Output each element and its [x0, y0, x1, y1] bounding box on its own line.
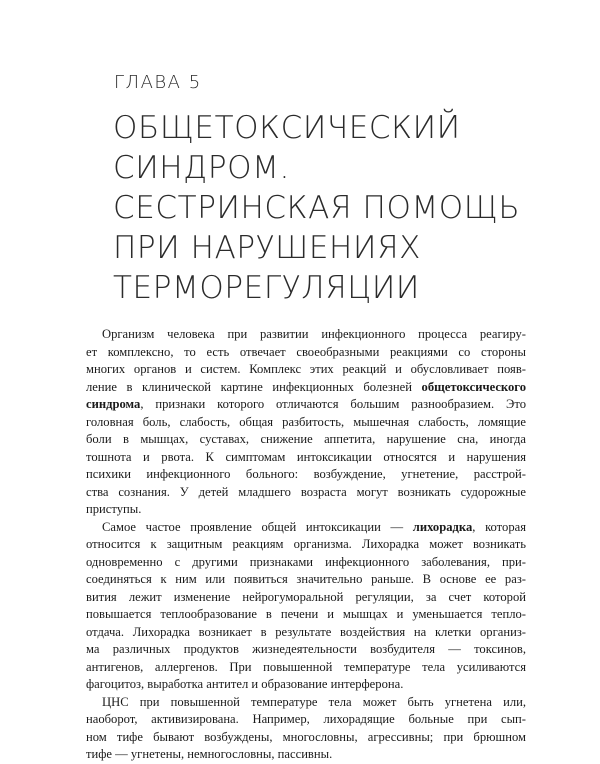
chapter-title	[113, 108, 533, 308]
chapter-title-line: ОБЩЕТОКСИЧЕСКИЙ	[113, 110, 461, 146]
text-line: головная боль, слабость, общая разбитость, мышечная слабость, ломящие	[86, 414, 526, 429]
text-line: фагоцитоз, выработка антител и образование интерферона.	[86, 677, 404, 691]
text-run: Самое частое проявление общей интоксикации —	[102, 519, 413, 534]
text-line: ма различных продуктов жизнедеятельности возбудителя — токсинов,	[86, 642, 526, 656]
text-line: антигенов, аллергенов. При повышенной температуре тела усиливаются	[86, 659, 526, 674]
text-line: Организм человека при развитии инфекционного процесса реагиру-	[102, 327, 526, 341]
chapter-title-line: СИНДРОМ.	[113, 150, 290, 186]
text-line: ЦНС при повышенной температуре тела может быть угнетена или,	[102, 694, 526, 709]
text-run: , признаки которого отличаются большим разнообразием. Это	[140, 397, 526, 411]
text-line: одновременно с другими признаками инфекционного заболевания, при-	[86, 554, 526, 569]
text-line: ном тифе бывают возбуждены, многословны, агрессивны; при брюшном	[86, 729, 526, 744]
text-line	[86, 379, 526, 397]
text-line	[86, 396, 526, 414]
text-line: повышается теплообразование в печени и мышцах и уменьшается тепло-	[86, 607, 526, 621]
text-line: наоборот, активизирована. Например, лихорадящие больные при сып-	[86, 712, 526, 726]
text-line: относится к защитным реакциям организма. Лихорадка может возникать	[86, 537, 526, 551]
bold-term: лихорадка	[412, 519, 473, 534]
text-line: тифе — угнетены, немногословны, пассивны.	[86, 747, 333, 761]
body-text	[86, 326, 526, 764]
chapter-title-line: ТЕРМОРЕГУЛЯЦИИ	[113, 270, 420, 306]
text-line: соединяться к ним или появиться значительно раньше. В основе ее раз-	[86, 572, 526, 586]
text-line: психики инфекционного больного: возбуждение, угнетение, расстрой-	[86, 467, 526, 481]
bold-term: общетоксического	[421, 379, 526, 394]
text-line	[86, 519, 526, 537]
text-line: многих органов и систем. Комплекс этих реакций и обусловливает появ-	[86, 362, 526, 376]
chapter-title-line: ПРИ НАРУШЕНИЯХ	[113, 230, 421, 266]
text-line: отдача. Лихорадка возникает в результате воздействия на клетки организ-	[86, 624, 526, 639]
text-line: тошнота и рвота. К симптомам интоксикации относятся и нарушения	[86, 449, 526, 464]
text-line: ства сознания. У детей младшего возраста могут возникать судорожные	[86, 484, 526, 499]
text-line: приступы.	[86, 502, 142, 516]
text-line: вития лежит изменение нейрогуморальной регуляции, за счет которой	[86, 589, 526, 604]
text-line: ет комплексно, то есть отвечает своеобразными реакциями со стороны	[86, 344, 526, 359]
text-run: ление в клинической картине инфекционных болезней	[86, 379, 422, 394]
text-line: боли в мышцах, суставах, снижение аппетита, нарушение сна, иногда	[86, 432, 526, 446]
chapter-title-line: СЕСТРИНСКАЯ ПОМОЩЬ	[113, 190, 521, 226]
chapter-number: ГЛАВА 5	[114, 72, 202, 93]
bold-term: синдрома	[86, 397, 141, 411]
text-run: , которая	[472, 519, 526, 534]
